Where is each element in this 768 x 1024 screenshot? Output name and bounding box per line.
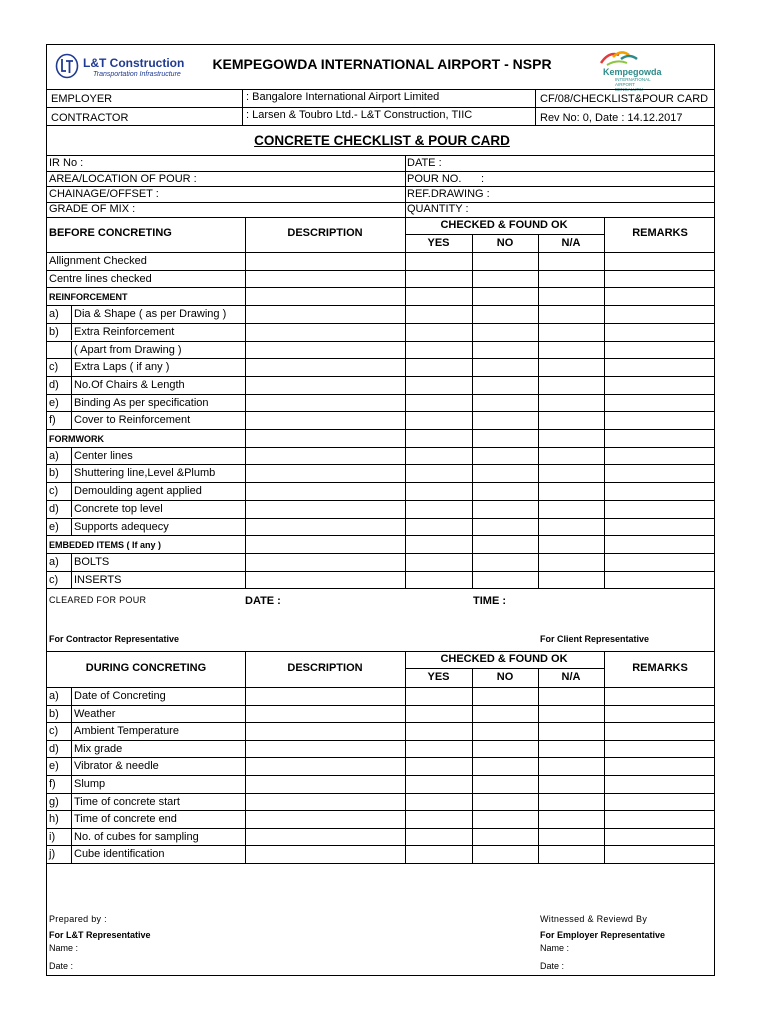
lt-logo [55,51,185,87]
rule [71,810,72,828]
row-line [47,270,714,271]
doc-ref: CF/08/CHECKLIST&POUR CARD [540,93,709,105]
rule [71,518,72,536]
during-concreting-header: DURING CONCRETING [85,662,207,674]
rule [71,500,72,518]
row-number: a) [49,690,59,702]
during-no-header: NO [496,671,514,683]
checklist-item: Cover to Reinforcement [74,414,191,427]
rule [71,775,72,793]
rule [472,651,473,863]
rule [47,651,714,652]
checklist-item: Vibrator & needle [74,760,159,773]
row-number: d) [49,742,59,755]
employer-value: : Bangalore International Airport Limited [246,91,440,103]
pour-no-field: POUR NO. [407,173,462,185]
row-number: f) [49,778,56,790]
airport-logo-subtext: INTERNATIONAL AIRPORT BENGALURU [615,77,651,92]
revision: Rev No: 0, Date : 14.12.2017 [540,112,683,124]
contractor-label: CONTRACTOR [51,112,129,124]
no-header: NO [496,237,514,249]
employer-rep-label: For Employer Representative [540,930,666,940]
during-description-header: DESCRIPTION [287,662,363,674]
ref-drawing-field: REF.DRAWING : [407,188,490,200]
date-field: DATE : [407,157,442,169]
rule [71,464,72,482]
name-left: Name : [49,943,79,953]
rule [71,553,72,571]
cleared-date: DATE : [245,595,281,607]
row-line [47,553,714,554]
rule [604,217,605,588]
checklist-item: Shuttering line,Level &Plumb [74,467,216,480]
row-line [47,793,714,794]
pour-no-colon: : [481,173,485,185]
lt-logo-icon [55,53,79,79]
checklist-item: No. of cubes for sampling [74,830,199,843]
row-number: b) [49,467,59,480]
row-number: c) [49,725,59,738]
rule [71,341,72,359]
rule [47,125,714,126]
rule [47,252,714,253]
row-number: g) [49,795,59,808]
chainage-field: CHAINAGE/OFFSET : [49,188,159,200]
rule [71,757,72,775]
row-number: a) [49,449,59,462]
client-rep-label: For Client Representative [540,634,650,644]
checklist-item: Extra Laps ( if any ) [74,361,170,374]
during-yes-header: YES [427,671,450,683]
ir-no-field: IR No : [49,157,84,169]
rule [472,217,473,588]
checklist-item: Binding As per specification [74,396,209,409]
row-line [47,775,714,776]
rule [47,186,714,187]
before-concreting-header: BEFORE CONCRETING [49,227,172,239]
checklist-item: ( Apart from Drawing ) [74,343,182,356]
row-number: d) [49,378,59,391]
rule [535,89,536,125]
row-number: c) [49,485,59,498]
row-number: h) [49,813,59,826]
section-heading: REINFORCEMENT [49,292,128,303]
rule [538,651,539,863]
rule [405,234,604,235]
rule [405,668,604,669]
row-number: j) [49,848,56,861]
rule [47,89,714,90]
quantity-field: QUANTITY : [407,203,469,215]
row-line [47,588,714,589]
row-number: a) [49,555,59,568]
contractor-value: : Larsen & Toubro Ltd.- L&T Construction, TIIC [246,109,473,121]
airport-logo [595,49,705,92]
checklist-item: No.Of Chairs & Length [74,378,185,391]
during-na-header: N/A [561,671,581,683]
rule [71,705,72,723]
checklist-item: Centre lines checked [49,272,152,285]
checklist-item: Time of concrete end [74,813,177,826]
date-left: Date : [49,961,74,971]
checklist-item: Ambient Temperature [74,725,179,738]
airport-logo-text: Kempegowda [603,67,662,77]
row-line [47,341,714,342]
checklist-item: Concrete top level [74,502,163,515]
row-line [47,757,714,758]
row-number: b) [49,707,59,720]
rule [71,482,72,500]
section-heading: FORMWORK [49,434,104,444]
pour-card-sheet [46,44,715,976]
rule [405,155,406,217]
rule [71,305,72,323]
rule [47,107,714,108]
row-number: e) [49,520,59,533]
row-number: b) [49,325,59,338]
rule [245,217,246,588]
checklist-item: Cube identification [74,848,165,861]
rule [604,651,605,863]
row-line [47,376,714,377]
checklist-item: Demoulding agent applied [74,485,202,498]
row-line [47,810,714,811]
row-line [47,287,714,288]
form-title: CONCRETE CHECKLIST & POUR CARD [254,133,510,148]
row-line [47,740,714,741]
checklist-item: BOLTS [74,555,110,568]
during-remarks-header: REMARKS [632,662,688,674]
rule [47,171,714,172]
rule [71,687,72,705]
row-line [47,518,714,519]
row-line [47,358,714,359]
rule [71,447,72,465]
rule [71,722,72,740]
rule [47,687,714,688]
row-line [47,535,714,536]
row-line [47,500,714,501]
checklist-item: Dia & Shape ( as per Drawing ) [74,308,227,321]
contractor-rep-label: For Contractor Representative [49,634,180,644]
rule [71,323,72,341]
rule [405,651,406,863]
prepared-by: Prepared by : [49,914,107,924]
area-field: AREA/LOCATION OF POUR : [49,173,197,185]
rule [538,217,539,588]
row-line [47,845,714,846]
date-right: Date : [540,961,565,971]
row-line [47,323,714,324]
checklist-item: INSERTS [74,573,122,586]
witnessed-by: Witnessed & Reviewd By [540,914,648,924]
rule [47,217,714,218]
rule [47,155,714,156]
checklist-item: Slump [74,778,106,790]
checklist-item: Allignment Checked [49,255,147,267]
lt-logo-subtext: Transportation Infrastructure [93,71,181,78]
section-heading: EMBEDED ITEMS ( If any ) [49,540,162,551]
row-line [47,447,714,448]
rule [242,89,243,125]
rule [71,740,72,758]
checked-ok-header: CHECKED & FOUND OK [440,219,568,231]
name-right: Name : [540,943,570,953]
remarks-header: REMARKS [632,227,688,239]
row-line [47,394,714,395]
checklist-item: Date of Concreting [74,690,166,702]
row-line [47,828,714,829]
row-number: c) [49,573,59,586]
row-line [47,305,714,306]
row-number: c) [49,361,59,374]
description-header: DESCRIPTION [287,227,363,239]
airport-logo-icon [599,49,639,67]
row-number: e) [49,760,59,773]
row-line [47,429,714,430]
row-line [47,722,714,723]
row-line [47,571,714,572]
employer-label: EMPLOYER [51,93,113,105]
checklist-item: Center lines [74,449,133,462]
rule [71,394,72,412]
row-number: i) [49,830,56,843]
row-line [47,705,714,706]
rule [71,845,72,863]
row-number: d) [49,502,59,515]
checklist-item: Mix grade [74,742,123,755]
grade-field: GRADE OF MIX : [49,203,136,215]
rule [71,828,72,846]
checklist-item: Weather [74,707,116,720]
rule [71,571,72,589]
rule [71,358,72,376]
cleared-for-pour: CLEARED FOR POUR [49,595,147,605]
rule [47,202,714,203]
checklist-item: Time of concrete start [74,795,180,808]
rule [71,793,72,811]
lt-logo-text: L&T Construction [83,56,185,70]
rule [245,651,246,863]
lt-rep-label: For L&T Representative [49,930,151,940]
rule [71,411,72,429]
row-number: a) [49,308,59,321]
row-number: f) [49,414,56,427]
cleared-time: TIME : [473,595,506,607]
checklist-item: Supports adequecy [74,520,169,533]
yes-header: YES [427,237,450,249]
during-checked-ok-header: CHECKED & FOUND OK [440,653,568,665]
rule [405,217,406,588]
rule [71,376,72,394]
row-line [47,464,714,465]
row-number: e) [49,396,59,409]
project-title: KEMPEGOWDA INTERNATIONAL AIRPORT - NSPR [212,56,552,72]
row-line [47,482,714,483]
row-line [47,411,714,412]
na-header: N/A [561,237,581,249]
checklist-item: Extra Reinforcement [74,325,175,338]
row-line [47,863,714,864]
